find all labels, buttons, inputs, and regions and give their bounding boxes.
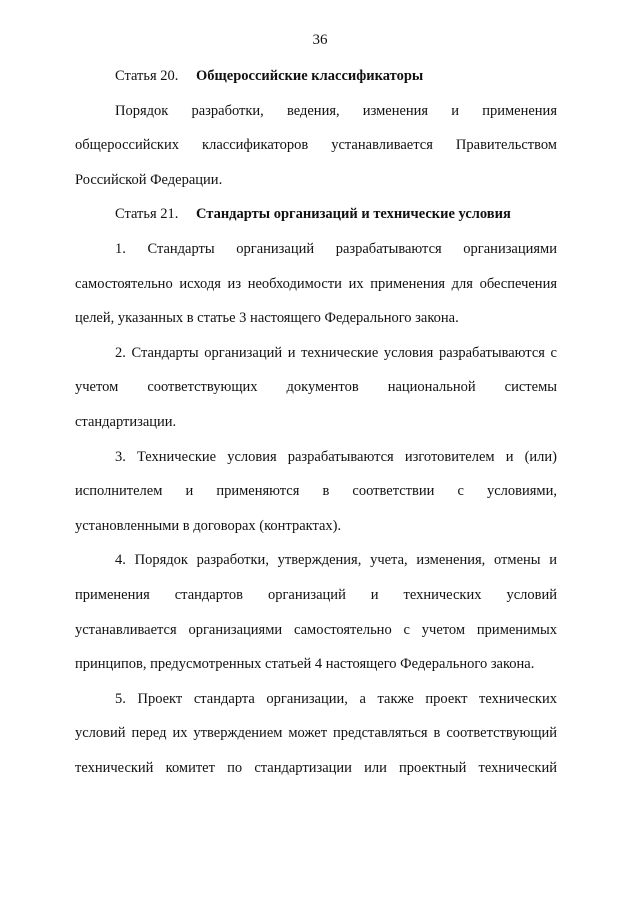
text-line: устанавливается организациями самостоятельно с учетом применимых <box>75 621 557 638</box>
paragraph <box>75 447 557 551</box>
text-line: Порядок разработки, ведения, изменения и применения <box>115 102 557 119</box>
text-line: исполнителем и применяются в соответствии с условиями, <box>75 483 557 500</box>
text-line: установленными в договорах (контрактах). <box>75 517 342 534</box>
text-line: 3. Технические условия разрабатываются изготовителем и (или) <box>115 448 557 465</box>
article-number: Статья 20. <box>115 68 179 84</box>
paragraph <box>75 689 557 793</box>
text-line: общероссийских классификаторов устанавливается Правительством <box>75 137 557 154</box>
text-line: стандартизации. <box>75 413 177 430</box>
text-line: принципов, предусмотренных статьей 4 настоящего Федерального закона. <box>75 656 535 673</box>
text-line: учетом соответствующих документов национальной системы <box>75 379 557 396</box>
paragraph <box>75 101 557 205</box>
page-number: 36 <box>312 32 328 48</box>
text-line: технический комитет по стандартизации или проектный технический <box>75 759 557 776</box>
text-line: самостоятельно исходя из необходимости их применения для обеспечения <box>75 275 557 292</box>
paragraph <box>75 343 557 447</box>
article-title: Стандарты организаций и технические условия <box>196 206 511 223</box>
text-line: 4. Порядок разработки, утверждения, учета, изменения, отмены и <box>115 552 557 569</box>
document-body <box>75 66 557 792</box>
text-line: 1. Стандарты организаций разрабатываются организациями <box>115 240 557 257</box>
article-number: Статья 21. <box>115 206 179 223</box>
text-line: условий перед их утверждением может представляться в соответствующий <box>75 725 557 742</box>
article-heading <box>75 204 557 239</box>
article-heading <box>75 66 557 101</box>
paragraph <box>75 550 557 688</box>
text-line: Российской Федерации. <box>75 171 223 188</box>
text-line: 2. Стандарты организаций и технические условия разрабатываются с <box>115 344 557 361</box>
article-title: Общероссийские классификаторы <box>196 68 424 84</box>
text-line: целей, указанных в статье 3 настоящего Федерального закона. <box>75 310 459 327</box>
text-line: 5. Проект стандарта организации, а также проект технических <box>115 690 557 707</box>
paragraph <box>75 239 557 343</box>
text-line: применения стандартов организаций и технических условий <box>75 586 557 603</box>
